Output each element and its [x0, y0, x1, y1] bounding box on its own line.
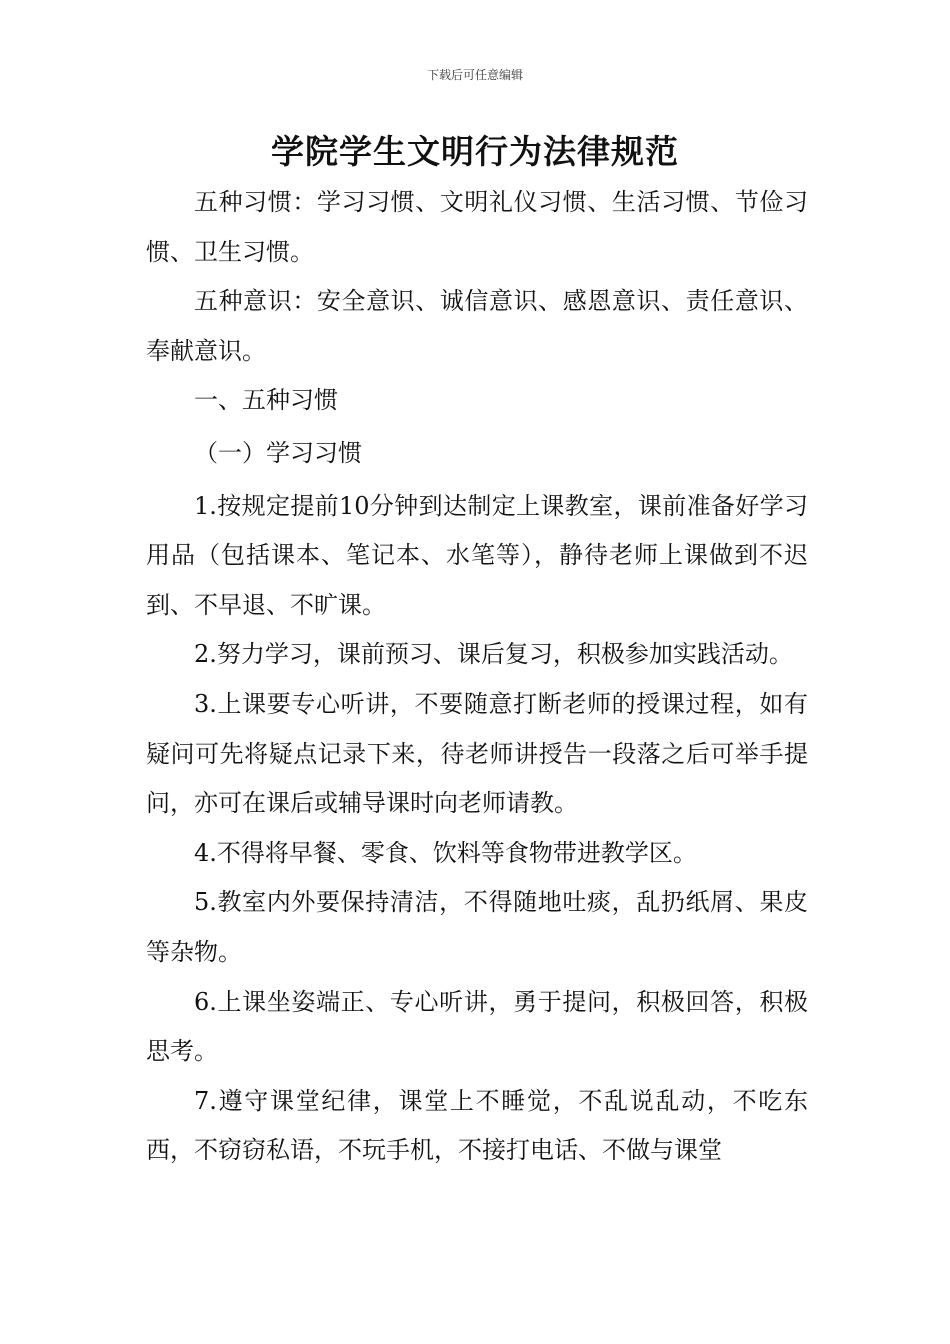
rule-item-5: 5.教室内外要保持清洁，不得随地吐痰，乱扔纸屑、果皮等杂物。: [146, 888, 808, 966]
paragraph-five-habits: 五种习惯：学习习惯、文明礼仪习惯、生活习惯、节俭习惯、卫生习惯。: [146, 188, 808, 266]
rule-item-6: 6.上课坐姿端正、专心听讲，勇于提问，积极回答，积极思考。: [146, 987, 808, 1066]
rule-item-3: 3.上课要专心听讲，不要随意打断老师的授课过程，如有疑问可先将疑点记录下来，待老师讲授告一段落之后可举手提问，亦可在课后或辅导课时向老师请教。: [146, 689, 808, 818]
document-body: [146, 178, 808, 1176]
document-title: 学院学生文明行为法律规范: [271, 132, 679, 171]
subsection-heading-study-habits: （一）学习习惯: [194, 438, 362, 467]
paragraph-five-awareness: 五种意识：安全意识、诚信意识、感恩意识、责任意识、奉献意识。: [146, 287, 808, 365]
rule-item-1: 1.按规定提前10分钟到达制定上课教室，课前准备好学习用品（包括课本、笔记本、水笔等），静待老师上课做到不迟到、不早退、不旷课。: [146, 491, 808, 619]
rule-item-7: 7.遵守课堂纪律，课堂上不睡觉，不乱说乱动，不吃东西，不窃窃私语，不玩手机，不接打电话、不做与课堂: [146, 1086, 808, 1165]
header-note: 下载后可任意编辑: [426, 68, 523, 82]
rule-item-2: 2.努力学习，课前预习、课后复习，积极参加实践活动。: [194, 640, 793, 669]
rule-item-4: 4.不得将早餐、零食、饮料等食物带进教学区。: [194, 838, 697, 867]
section-heading-five-habits: 一、五种习惯: [194, 386, 338, 415]
